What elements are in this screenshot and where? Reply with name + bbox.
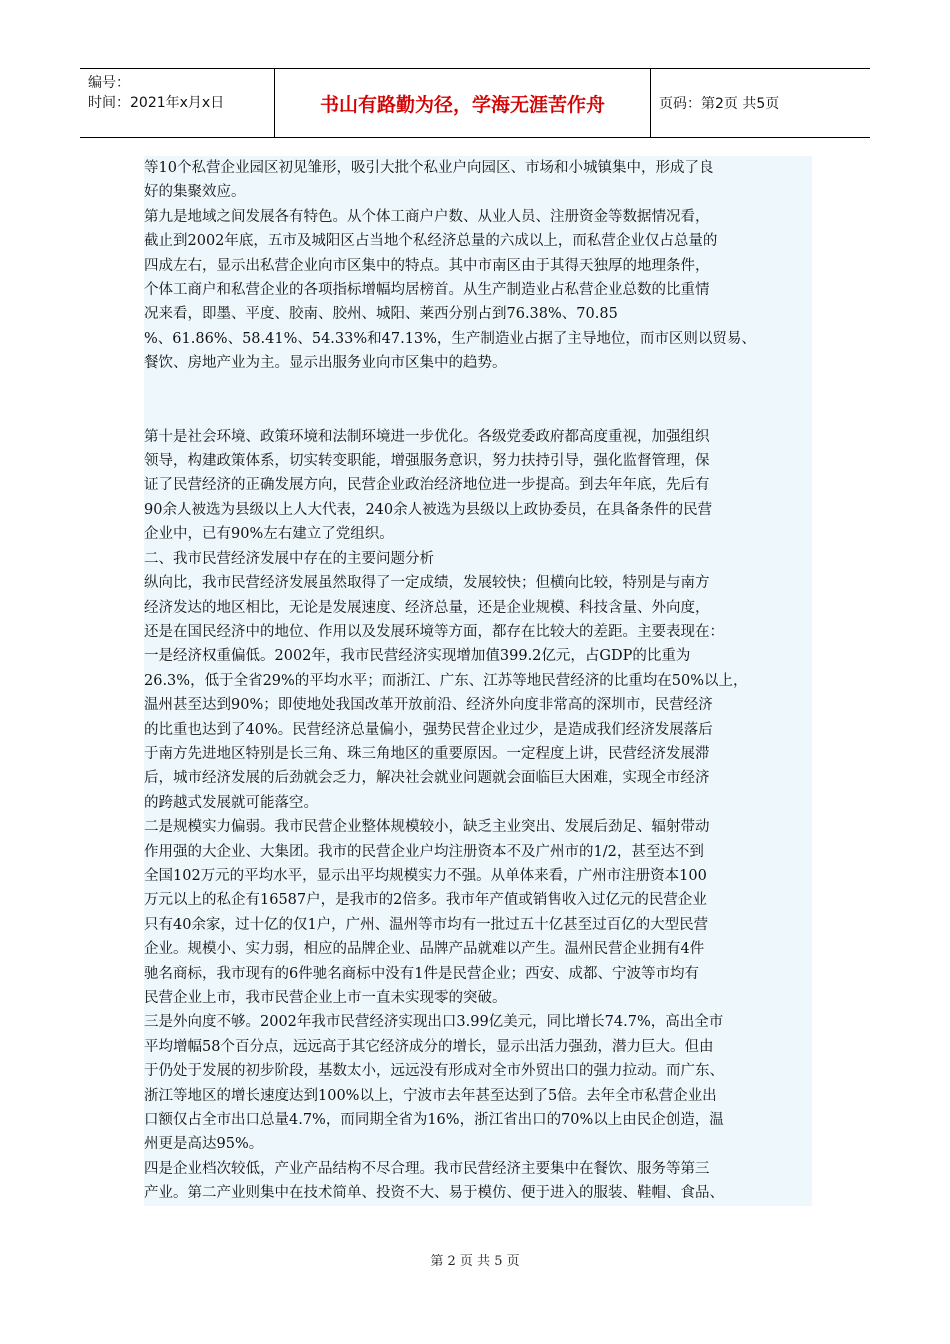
text-line: 于南方先进地区特别是长三角、珠三角地区的重要原因。一定程度上讲，民营经济发展滞 [144, 745, 710, 762]
text-line: 好的集聚效应。 [144, 184, 246, 201]
text-line: 作用强的大企业、大集团。我市的民营企业户均注册资本不及广州市的1/2，甚至达不到 [144, 843, 704, 860]
text-line: 况来看，即墨、平度、胶南、胶州、城阳、莱西分别占到76.38%、70.85 [144, 306, 618, 323]
text-line: %、61.86%、58.41%、54.33%和47.13%，生产制造业占据了主导地位，而市区则以贸易、 [144, 330, 756, 347]
text-line: 温州甚至达到90%；即使地处我国改革开放前沿、经济外向度非常高的深圳市，民营经济 [144, 697, 713, 714]
text-line: 一是经济权重偏低。2002年，我市民营经济实现增加值399.2亿元，占GDP的比重为 [144, 648, 691, 665]
text-line: 企业。规模小、实力弱，相应的品牌企业、品牌产品就难以产生。温州民营企业拥有4件 [144, 941, 705, 958]
text-line: 后，城市经济发展的后劲就会乏力，解决社会就业问题就会面临巨大困难，实现全市经济 [144, 770, 710, 787]
text-line: 企业中，已有90%左右建立了党组织。 [144, 526, 394, 543]
header-info-cell [80, 69, 275, 137]
text-line: 二是规模实力偏弱。我市民营企业整体规模较小，缺乏主业突出、发展后劲足、辐射带动 [144, 819, 710, 836]
text-line: 26.3%，低于全省29%的平均水平；而浙江、广东、江苏等地民营经济的比重均在50%以上， [144, 672, 748, 689]
text-line: 的比重也达到了40%。民营经济总量偏小，强势民营企业过少，是造成我们经济发展落后 [144, 721, 713, 738]
text-line: 截止到2002年底，五市及城阳区占当地个私经济总量的六成以上，而私营企业仅占总量的 [144, 233, 718, 250]
text-line: 产业。第二产业则集中在技术简单、投资不大、易于模仿、便于进入的服装、鞋帽、食品、 [144, 1185, 724, 1202]
text-line: 第九是地域之间发展各有特色。从个体工商户户数、从业人员、注册资金等数据情况看， [144, 208, 710, 225]
text-line: 纵向比，我市民营经济发展虽然取得了一定成绩，发展较快；但横向比较，特别是与南方 [144, 575, 710, 592]
text-line: 民营企业上市，我市民营企业上市一直未实现零的突破。 [144, 990, 507, 1006]
text-line: 经济发达的地区相比，无论是发展速度、经济总量，还是企业规模、科技含量、外向度， [144, 599, 710, 616]
text-line: 餐饮、房地产业为主。显示出服务业向市区集中的趋势。 [144, 355, 507, 372]
text-line: 浙江等地区的增长速度达到100%以上，宁波市去年甚至达到了5倍。去年全市私营企业出 [144, 1087, 717, 1104]
text-block-1 [144, 156, 812, 376]
text-line: 还是在国民经济中的地位、作用以及发展环境等方面，都存在比较大的差距。主要表现在： [144, 623, 724, 640]
text-line: 三是外向度不够。2002年我市民营经济实现出口3.99亿美元，同比增长74.7%，高出全市 [144, 1014, 724, 1031]
page-code: 页码：第2页 共5页 [659, 96, 780, 112]
motto-text: 书山有路勤为径，学海无涯苦作舟 [319, 93, 605, 116]
text-line: 全国102万元的平均水平，显示出平均规模实力不强。从单体来看，广州市注册资本100 [144, 867, 707, 884]
page-header [80, 68, 870, 138]
document-body [144, 156, 812, 1206]
number-label: 编号： [88, 75, 130, 91]
text-line: 二、我市民营经济发展中存在的主要问题分析 [144, 550, 434, 567]
date-label: 时间：2021年x月x日 [88, 95, 225, 111]
text-line: 90余人被选为县级以上人大代表，240余人被选为县级以上政协委员，在具备条件的民营 [144, 501, 713, 518]
text-line: 个体工商户和私营企业的各项指标增幅均居榜首。从生产制造业占私营企业总数的比重情 [144, 282, 710, 299]
text-line: 等10个私营企业园区初见雏形，吸引大批个私业户向园区、市场和小城镇集中，形成了良 [144, 160, 714, 176]
text-line: 平均增幅58个百分点，远远高于其它经济成分的增长，显示出活力强劲，潜力巨大。但由 [144, 1038, 714, 1055]
text-line: 州更是高达95%。 [144, 1136, 264, 1153]
header-page-cell [651, 69, 870, 137]
page-footer [0, 1250, 950, 1269]
text-line: 四成左右，显示出私营企业向市区集中的特点。其中市南区由于其得天独厚的地理条件， [144, 257, 710, 274]
text-line: 第十是社会环境、政策环境和法制环境进一步优化。各级党委政府都高度重视，加强组织 [144, 428, 710, 445]
text-line: 只有40余家，过十亿的仅1户，广州、温州等市均有一批过五十亿甚至过百亿的大型民营 [144, 916, 709, 933]
text-line: 于仍处于发展的初步阶段，基数太小，远远没有形成对全市外贸出口的强力拉动。而广东、 [144, 1063, 724, 1080]
paragraph-gap [144, 376, 812, 425]
text-line: 证了民营经济的正确发展方向，民营企业政治经济地位进一步提高。到去年年底，先后有 [144, 477, 710, 494]
text-line: 的跨越式发展就可能落空。 [144, 794, 318, 811]
text-line: 领导，构建政策体系，切实转变职能，增强服务意识，努力扶持引导，强化监督管理，保 [144, 453, 710, 470]
footer-page-number: 第 2 页 共 5 页 [430, 1254, 520, 1269]
text-block-2 [144, 425, 812, 1206]
text-line: 四是企业档次较低，产业产品结构不尽合理。我市民营经济主要集中在餐饮、服务等第三 [144, 1160, 710, 1177]
text-line: 万元以上的私企有16587户，是我市的2倍多。我市年产值或销售收入过亿元的民营企业 [144, 892, 707, 909]
text-line: 口额仅占全市出口总量4.7%，而同期全省为16%，浙江省出口的70%以上由民企创造，温 [144, 1112, 724, 1129]
text-line: 驰名商标，我市现有的6件驰名商标中没有1件是民营企业；西安、成都、宁波等市均有 [144, 965, 699, 982]
header-motto-cell [275, 69, 651, 137]
